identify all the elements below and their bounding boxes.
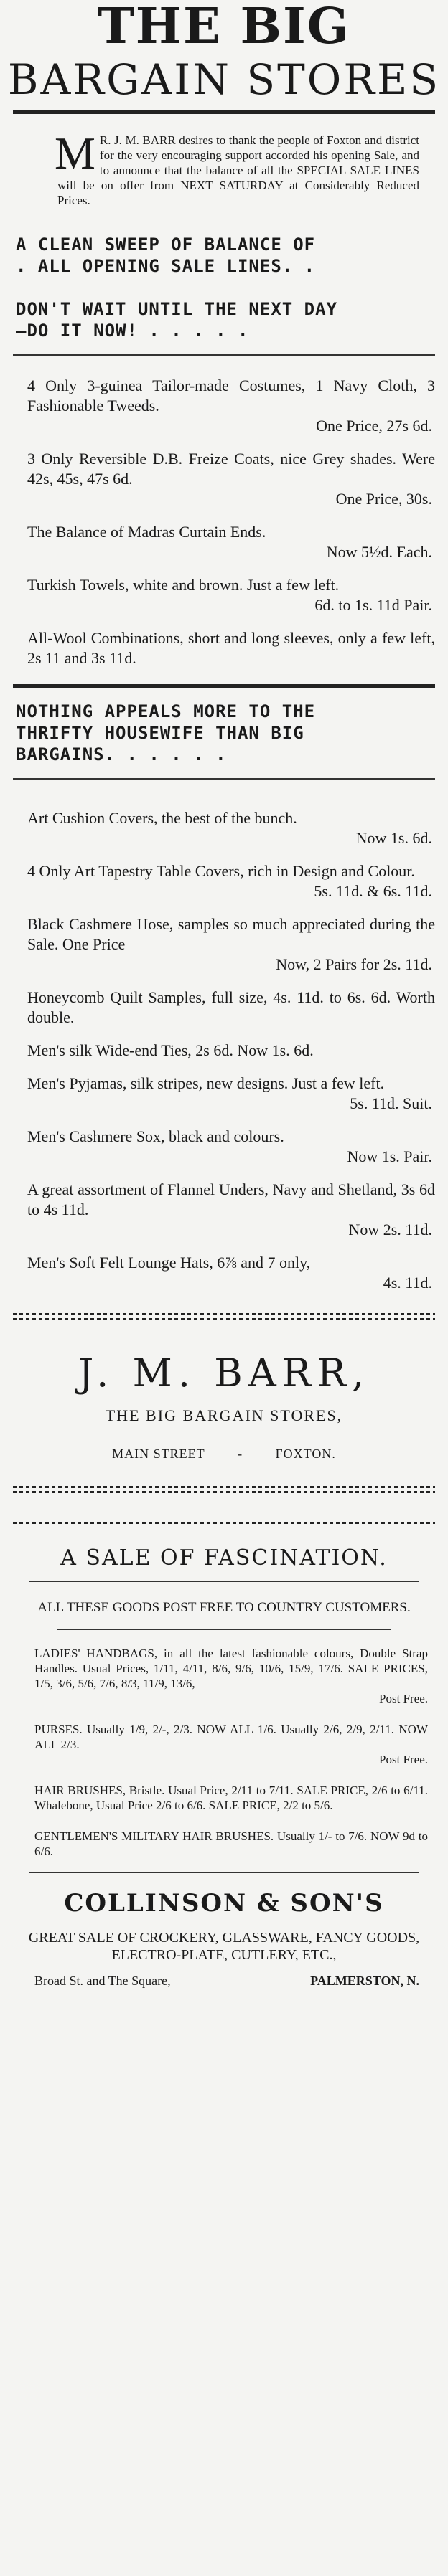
ad-store-address	[34, 1974, 419, 1989]
list-item	[34, 1783, 428, 1813]
masthead-subtitle: BARGAIN STORES	[7, 55, 441, 104]
headline-thrifty-housewife: NOTHING APPEALS MORE TO THE THRIFTY HOUSEWIFE THAN BIG BARGAINS. . . . . .	[16, 701, 316, 764]
town: PALMERSTON, N.	[310, 1974, 419, 1988]
item-price: Now, 2 Pairs for 2s. 11d.	[276, 955, 432, 973]
item-price: Now 2s. 11d.	[348, 1221, 432, 1239]
intro-paragraph	[55, 128, 419, 208]
list-item	[27, 575, 435, 615]
store-address	[0, 1446, 448, 1462]
divider	[13, 1486, 435, 1488]
list-item	[27, 1253, 435, 1293]
ad-subtitle: ALL THESE GOODS POST FREE TO COUNTRY CUSTOMERS.	[37, 1600, 411, 1615]
list-item	[27, 808, 435, 848]
item-text: Art Cushion Covers, the best of the bunch.	[27, 809, 297, 827]
list-item	[27, 376, 435, 436]
item-price: Now 5½d. Each.	[326, 543, 432, 561]
item-text: Men's Cashmere Sox, black and colours.	[27, 1127, 284, 1145]
divider	[13, 110, 435, 114]
divider	[13, 1318, 435, 1320]
barr-signature	[0, 1352, 448, 1462]
list-item	[34, 1829, 428, 1859]
headline-clean-sweep: A CLEAN SWEEP OF BALANCE OF . ALL OPENING SALE LINES. .	[16, 235, 316, 276]
item-text: Black Cashmere Hose, samples so much appreciated during the Sale. One Price	[27, 915, 435, 953]
item-text: A great assortment of Flannel Unders, Navy and Shetland, 3s 6d to 4s 11d.	[27, 1180, 435, 1218]
item-text: 4 Only 3-guinea Tailor-made Costumes, 1 Navy Cloth, 3 Fashionable Tweeds.	[27, 377, 435, 415]
item-price: 6d. to 1s. 11d Pair.	[314, 596, 432, 614]
list-item	[34, 1722, 428, 1767]
item-price: One Price, 27s 6d.	[316, 417, 432, 435]
item-text: HAIR BRUSHES, Bristle. Usual Price, 2/11 to 7/11. SALE PRICE, 2/6 to 6/11. Whalebone, Usual Price 2/6 to 6/6. SALE PRICE, 2/2 to 5/6.	[34, 1784, 428, 1812]
item-price: One Price, 30s.	[335, 490, 432, 508]
item-price: Now 1s. Pair.	[347, 1147, 432, 1165]
ad-store-name: COLLINSON & SON'S	[64, 1889, 384, 1918]
divider	[13, 684, 435, 688]
divider	[13, 1522, 435, 1524]
item-price: Post Free.	[379, 1692, 428, 1705]
divider	[13, 1491, 435, 1493]
separator: -	[238, 1446, 243, 1461]
list-item	[27, 449, 435, 509]
ad-title: A SALE OF FASCINATION.	[60, 1545, 388, 1571]
divider	[29, 1872, 419, 1873]
masthead-title: THE BIG	[98, 0, 350, 55]
item-price: 5s. 11d. & 6s. 11d.	[314, 882, 432, 900]
list-item	[27, 628, 435, 668]
item-list-a	[0, 356, 448, 668]
drop-cap: M	[55, 128, 95, 179]
item-text: 4 Only Art Tapestry Table Covers, rich in Design and Colour.	[27, 862, 415, 880]
item-price: Now 1s. 6d.	[355, 829, 432, 847]
fascination-ad	[0, 1545, 448, 1989]
item-text: Honeycomb Quilt Samples, full size, 4s. 11d. to 6s. 6d. Worth double.	[27, 988, 435, 1026]
divider	[57, 1629, 391, 1630]
item-text: 3 Only Reversible D.B. Freize Coats, nice Grey shades. Were 42s, 45s, 47s 6d.	[27, 450, 435, 488]
store-name: THE BIG BARGAIN STORES,	[105, 1406, 343, 1424]
list-item	[27, 988, 435, 1028]
list-item	[27, 1127, 435, 1167]
store-owner-name: J. M. BARR,	[78, 1350, 370, 1396]
item-text: Men's Pyjamas, silk stripes, new designs. Just a few left.	[27, 1074, 385, 1092]
divider	[13, 1313, 435, 1315]
list-item	[27, 1074, 435, 1114]
item-text: The Balance of Madras Curtain Ends.	[27, 523, 266, 541]
item-list-b	[0, 780, 448, 1293]
list-item	[27, 1180, 435, 1240]
item-text: Men's Soft Felt Lounge Hats, 6⅞ and 7 only,	[27, 1254, 311, 1272]
item-text: LADIES' HANDBAGS, in all the latest fashionable colours, Double Strap Handles. Usual Prices, 1/11, 4/11, 8/6, 9/6, 10/6, 15/9, 17/6. SALE PRICES, 1/5, 3/6, 5/6, 7/6, 8/3, 11/9, 13/6,	[34, 1647, 428, 1690]
list-item	[34, 1646, 428, 1706]
town: FOXTON.	[275, 1446, 336, 1461]
list-item	[27, 522, 435, 562]
ad-store-description: GREAT SALE OF CROCKERY, GLASSWARE, FANCY GOODS, ELECTRO-PLATE, CUTLERY, ETC.,	[28, 1930, 420, 1963]
intro-text: R. J. M. BARR desires to thank the people of Foxton and district for the very encouraging support accorded his opening Sale, and to announce that the balance of all the SPECIAL SALE LINES will be on offer from NEXT SATURDAY at Considerably Reduced Prices.	[57, 133, 419, 207]
divider	[29, 1581, 419, 1582]
item-price: 5s. 11d. Suit.	[350, 1094, 432, 1112]
item-price: Post Free.	[379, 1753, 428, 1766]
address: Broad St. and The Square,	[34, 1974, 171, 1988]
item-price: 4s. 11d.	[383, 1274, 432, 1292]
item-text: Men's silk Wide-end Ties, 2s 6d. Now 1s. 6d.	[27, 1041, 314, 1059]
item-text: Turkish Towels, white and brown. Just a few left.	[27, 576, 340, 594]
list-item	[27, 861, 435, 901]
masthead	[0, 0, 448, 103]
list-item	[27, 1041, 435, 1061]
item-text: All-Wool Combinations, short and long sleeves, only a few left, 2s 11 and 3s 11d.	[27, 629, 435, 667]
street: MAIN STREET	[112, 1446, 205, 1461]
headline-dont-wait: DON'T WAIT UNTIL THE NEXT DAY —DO IT NOW! . . . . .	[16, 299, 338, 341]
item-text: GENTLEMEN'S MILITARY HAIR BRUSHES. Usually 1/- to 7/6. NOW 9d to 6/6.	[34, 1829, 428, 1858]
list-item	[27, 914, 435, 975]
item-text: PURSES. Usually 1/9, 2/-, 2/3. NOW ALL 1/6. Usually 2/6, 2/9, 2/11. NOW ALL 2/3.	[34, 1723, 428, 1751]
